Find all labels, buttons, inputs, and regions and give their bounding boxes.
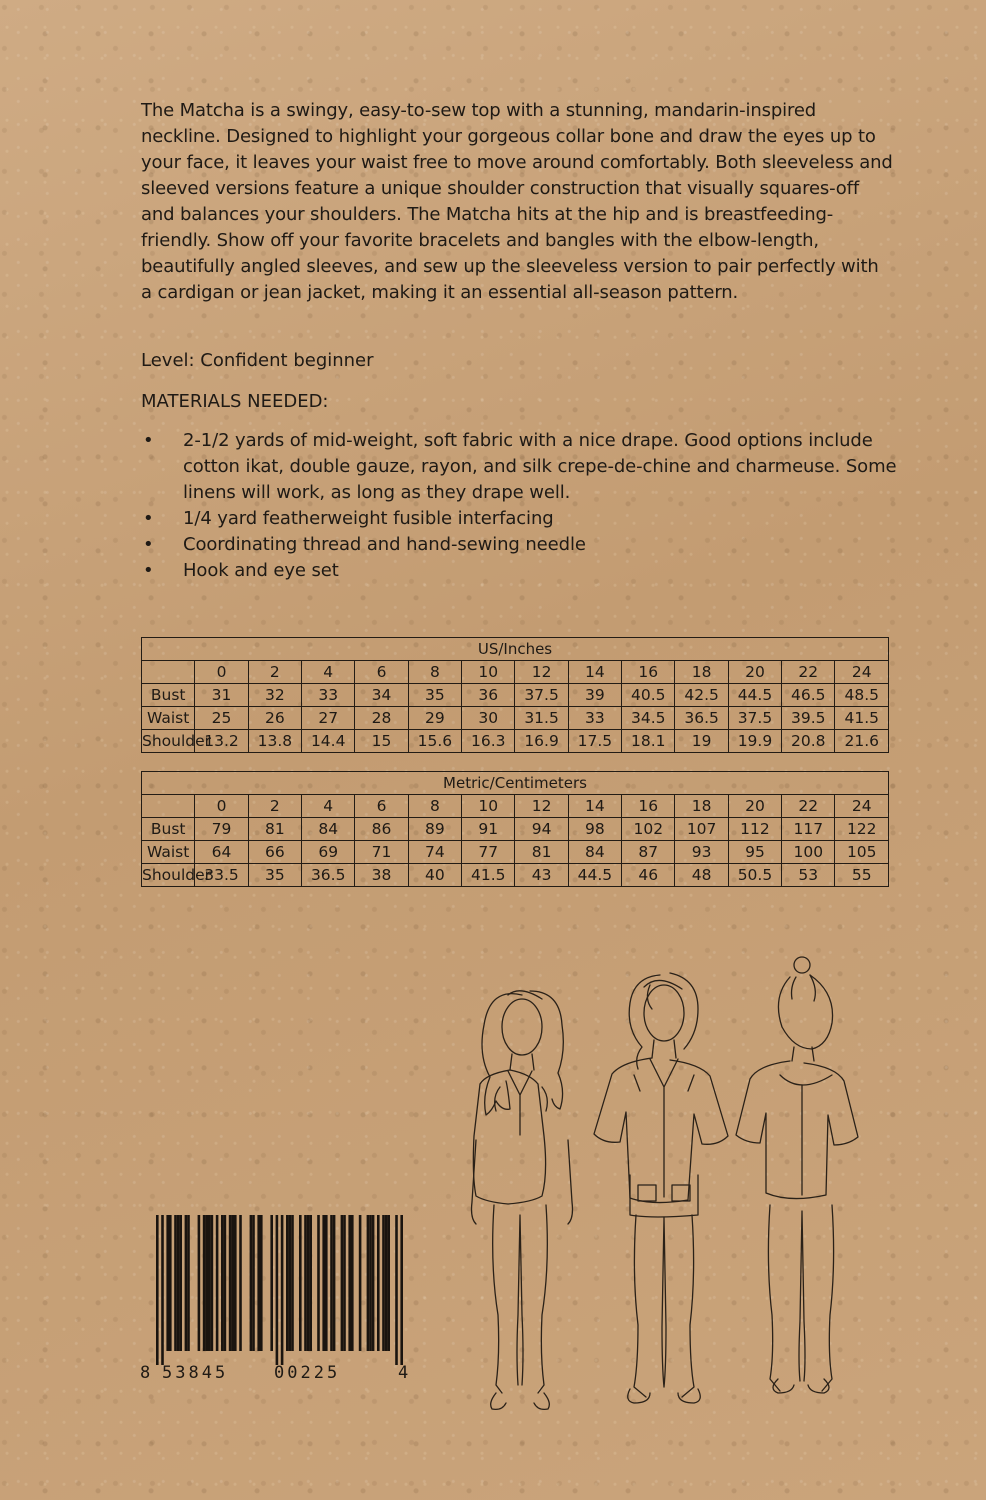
barcode-bar bbox=[260, 1215, 263, 1351]
us-waist-row bbox=[142, 707, 889, 730]
barcode-check-digit: 4 bbox=[398, 1363, 409, 1383]
table-cell: 46.5 bbox=[782, 684, 835, 707]
barcode-bar bbox=[234, 1215, 237, 1351]
table-cell: 32 bbox=[248, 684, 301, 707]
barcode-bar bbox=[156, 1215, 159, 1365]
table-cell: 33 bbox=[302, 684, 355, 707]
us-size-10: 10 bbox=[462, 661, 515, 684]
table-cell: 35 bbox=[408, 684, 461, 707]
table-cell: 44.5 bbox=[568, 864, 621, 887]
table-cell: 81 bbox=[515, 841, 568, 864]
metric-size-0: 0 bbox=[195, 795, 248, 818]
barcode-bar bbox=[270, 1215, 273, 1351]
us-size-24: 24 bbox=[835, 661, 889, 684]
us-size-16: 16 bbox=[622, 661, 675, 684]
metric-chart-caption: Metric/Centimeters bbox=[142, 772, 889, 795]
metric-size-8: 8 bbox=[408, 795, 461, 818]
skill-level: Level: Confident beginner bbox=[141, 350, 374, 371]
barcode-bar bbox=[229, 1215, 232, 1351]
barcode-bar bbox=[372, 1215, 375, 1351]
barcode-bar bbox=[179, 1215, 182, 1351]
barcode-bar bbox=[177, 1215, 180, 1351]
table-cell: 18.1 bbox=[622, 730, 675, 753]
barcode-bar bbox=[208, 1215, 211, 1351]
table-cell: 122 bbox=[835, 818, 889, 841]
barcode-bar bbox=[239, 1215, 242, 1351]
barcode-bar bbox=[257, 1215, 260, 1351]
table-cell: 36.5 bbox=[302, 864, 355, 887]
table-cell: 43 bbox=[515, 864, 568, 887]
table-cell: 91 bbox=[462, 818, 515, 841]
barcode-bar bbox=[341, 1215, 344, 1351]
barcode bbox=[140, 1215, 410, 1387]
table-cell: 48.5 bbox=[835, 684, 889, 707]
barcode-bar bbox=[317, 1215, 320, 1351]
metric-size-12: 12 bbox=[515, 795, 568, 818]
table-cell: 36.5 bbox=[675, 707, 728, 730]
us-size-chart bbox=[141, 637, 889, 753]
table-cell: 74 bbox=[408, 841, 461, 864]
barcode-digits bbox=[140, 1363, 410, 1387]
metric-size-18: 18 bbox=[675, 795, 728, 818]
metric-bust-label: Bust bbox=[142, 818, 195, 841]
barcode-bar bbox=[387, 1215, 390, 1351]
barcode-bars bbox=[140, 1215, 410, 1365]
table-cell: 25 bbox=[195, 707, 248, 730]
barcode-bar bbox=[252, 1215, 255, 1351]
metric-size-header-row bbox=[142, 795, 889, 818]
table-cell: 15.6 bbox=[408, 730, 461, 753]
materials-item-thread: • Coordinating thread and hand-sewing needle bbox=[141, 532, 901, 558]
table-cell: 31.5 bbox=[515, 707, 568, 730]
table-cell: 50.5 bbox=[728, 864, 781, 887]
metric-waist-row bbox=[142, 841, 889, 864]
us-size-12: 12 bbox=[515, 661, 568, 684]
metric-size-10: 10 bbox=[462, 795, 515, 818]
table-cell: 28 bbox=[355, 707, 408, 730]
us-size-18: 18 bbox=[675, 661, 728, 684]
table-cell: 41.5 bbox=[835, 707, 889, 730]
barcode-bar bbox=[250, 1215, 253, 1351]
barcode-bar bbox=[203, 1215, 206, 1351]
barcode-bar bbox=[348, 1215, 351, 1351]
table-cell: 13.8 bbox=[248, 730, 301, 753]
barcode-bar bbox=[161, 1215, 164, 1365]
table-cell: 46 bbox=[622, 864, 675, 887]
metric-shoulder-label: Shoulder bbox=[142, 864, 195, 887]
pattern-description: The Matcha is a swingy, easy-to-sew top with a stunning, mandarin-inspired neckline. Designed to highlight your gorgeous collar bone and draw the eyes up to your face, it leaves your waist free to move around comfortably. Both sleeveless and sleeved versions feature a unique shoulder construction that visually squares-off and balances your shoulders. The Matcha hits at the hip and is breastfeeding-friendly. Show off your favorite bracelets and bangles with the elbow-length, beautifully angled sleeves, and sew up the sleeveless version to pair perfectly with a cardigan or jean jacket, making it an essential all-season pattern. bbox=[141, 100, 893, 303]
table-cell: 79 bbox=[195, 818, 248, 841]
table-cell: 102 bbox=[622, 818, 675, 841]
barcode-bar bbox=[304, 1215, 307, 1351]
barcode-bar bbox=[382, 1215, 385, 1351]
materials-item-hook-eye: • Hook and eye set bbox=[141, 558, 901, 584]
table-cell: 53 bbox=[782, 864, 835, 887]
table-cell: 14.4 bbox=[302, 730, 355, 753]
table-cell: 38 bbox=[355, 864, 408, 887]
metric-size-chart bbox=[141, 771, 889, 887]
us-bust-row bbox=[142, 684, 889, 707]
metric-size-20: 20 bbox=[728, 795, 781, 818]
barcode-bar bbox=[216, 1215, 219, 1351]
us-size-8: 8 bbox=[408, 661, 461, 684]
table-cell: 42.5 bbox=[675, 684, 728, 707]
table-cell: 17.5 bbox=[568, 730, 621, 753]
materials-list bbox=[141, 428, 901, 584]
table-cell: 36 bbox=[462, 684, 515, 707]
table-cell: 26 bbox=[248, 707, 301, 730]
table-cell: 39.5 bbox=[782, 707, 835, 730]
table-cell: 107 bbox=[675, 818, 728, 841]
table-cell: 40.5 bbox=[622, 684, 675, 707]
barcode-bar bbox=[198, 1215, 201, 1351]
table-cell: 100 bbox=[782, 841, 835, 864]
table-cell: 95 bbox=[728, 841, 781, 864]
us-shoulder-row bbox=[142, 730, 889, 753]
us-size-14: 14 bbox=[568, 661, 621, 684]
table-cell: 55 bbox=[835, 864, 889, 887]
us-size-0: 0 bbox=[195, 661, 248, 684]
table-cell: 41.5 bbox=[462, 864, 515, 887]
barcode-bar bbox=[221, 1215, 224, 1351]
metric-waist-label: Waist bbox=[142, 841, 195, 864]
us-chart-caption: US/Inches bbox=[142, 638, 889, 661]
barcode-bar bbox=[322, 1215, 325, 1351]
metric-size-corner bbox=[142, 795, 195, 818]
table-cell: 44.5 bbox=[728, 684, 781, 707]
metric-size-24: 24 bbox=[835, 795, 889, 818]
barcode-bar bbox=[309, 1215, 312, 1351]
barcode-lead-digit: 8 bbox=[140, 1363, 151, 1383]
metric-size-4: 4 bbox=[302, 795, 355, 818]
figure-front-sleeveless bbox=[472, 991, 573, 1410]
barcode-bar bbox=[367, 1215, 370, 1351]
table-cell: 21.6 bbox=[835, 730, 889, 753]
table-cell: 86 bbox=[355, 818, 408, 841]
barcode-bar bbox=[187, 1215, 190, 1351]
us-size-20: 20 bbox=[728, 661, 781, 684]
barcode-bar bbox=[325, 1215, 328, 1351]
us-waist-label: Waist bbox=[142, 707, 195, 730]
us-size-header-row bbox=[142, 661, 889, 684]
barcode-bar bbox=[369, 1215, 372, 1351]
table-cell: 93 bbox=[675, 841, 728, 864]
barcode-bar bbox=[377, 1215, 380, 1351]
us-bust-label: Bust bbox=[142, 684, 195, 707]
table-cell: 29 bbox=[408, 707, 461, 730]
table-cell: 40 bbox=[408, 864, 461, 887]
garment-figures-illustration bbox=[460, 955, 880, 1415]
table-cell: 30 bbox=[462, 707, 515, 730]
metric-shoulder-row bbox=[142, 864, 889, 887]
barcode-bar bbox=[231, 1215, 234, 1351]
table-cell: 33 bbox=[568, 707, 621, 730]
table-cell: 69 bbox=[302, 841, 355, 864]
table-cell: 19.9 bbox=[728, 730, 781, 753]
metric-size-6: 6 bbox=[355, 795, 408, 818]
table-cell: 64 bbox=[195, 841, 248, 864]
barcode-bar bbox=[359, 1215, 362, 1351]
barcode-bar bbox=[224, 1215, 227, 1351]
table-cell: 31 bbox=[195, 684, 248, 707]
materials-heading: MATERIALS NEEDED: bbox=[141, 391, 329, 412]
table-cell: 117 bbox=[782, 818, 835, 841]
table-cell: 34.5 bbox=[622, 707, 675, 730]
barcode-bar bbox=[291, 1215, 294, 1351]
barcode-right-group: 00225 bbox=[274, 1363, 341, 1383]
us-size-4: 4 bbox=[302, 661, 355, 684]
barcode-bar bbox=[343, 1215, 346, 1351]
table-cell: 66 bbox=[248, 841, 301, 864]
table-cell: 35 bbox=[248, 864, 301, 887]
barcode-bar bbox=[395, 1215, 398, 1365]
barcode-bar bbox=[289, 1215, 292, 1351]
figure-front-sleeved bbox=[594, 973, 728, 1403]
materials-item-interfacing: • 1/4 yard featherweight fusible interfacing bbox=[141, 506, 901, 532]
us-size-22: 22 bbox=[782, 661, 835, 684]
table-cell: 39 bbox=[568, 684, 621, 707]
table-cell: 16.3 bbox=[462, 730, 515, 753]
us-size-corner bbox=[142, 661, 195, 684]
table-cell: 48 bbox=[675, 864, 728, 887]
materials-item-fabric: • 2-1/2 yards of mid-weight, soft fabric with a nice drape. Good options include cotton ikat, double gauze, rayon, and silk crepe-de-chine and charmeuse. Some linens will work, as long as they drape well. bbox=[141, 428, 901, 506]
table-cell: 16.9 bbox=[515, 730, 568, 753]
table-cell: 19 bbox=[675, 730, 728, 753]
barcode-bar bbox=[307, 1215, 310, 1351]
barcode-bar bbox=[299, 1215, 302, 1351]
barcode-bar bbox=[330, 1215, 333, 1351]
barcode-bar bbox=[385, 1215, 388, 1351]
us-shoulder-label: Shoulder bbox=[142, 730, 195, 753]
barcode-bar bbox=[211, 1215, 214, 1351]
table-cell: 33.5 bbox=[195, 864, 248, 887]
table-cell: 27 bbox=[302, 707, 355, 730]
table-cell: 87 bbox=[622, 841, 675, 864]
barcode-bar bbox=[400, 1215, 403, 1365]
metric-size-2: 2 bbox=[248, 795, 301, 818]
table-cell: 84 bbox=[568, 841, 621, 864]
table-cell: 34 bbox=[355, 684, 408, 707]
metric-size-14: 14 bbox=[568, 795, 621, 818]
table-cell: 105 bbox=[835, 841, 889, 864]
table-cell: 77 bbox=[462, 841, 515, 864]
table-cell: 112 bbox=[728, 818, 781, 841]
barcode-bar bbox=[281, 1215, 284, 1365]
us-size-6: 6 bbox=[355, 661, 408, 684]
table-cell: 13.2 bbox=[195, 730, 248, 753]
table-cell: 84 bbox=[302, 818, 355, 841]
table-cell: 71 bbox=[355, 841, 408, 864]
barcode-left-group: 53845 bbox=[162, 1363, 229, 1383]
table-cell: 98 bbox=[568, 818, 621, 841]
table-cell: 94 bbox=[515, 818, 568, 841]
us-size-2: 2 bbox=[248, 661, 301, 684]
barcode-bar bbox=[351, 1215, 354, 1351]
table-cell: 15 bbox=[355, 730, 408, 753]
metric-bust-row bbox=[142, 818, 889, 841]
table-cell: 81 bbox=[248, 818, 301, 841]
metric-size-16: 16 bbox=[622, 795, 675, 818]
barcode-bar bbox=[166, 1215, 169, 1351]
figure-back-sleeved bbox=[736, 957, 858, 1393]
barcode-bar bbox=[276, 1215, 279, 1365]
barcode-bar bbox=[174, 1215, 177, 1351]
barcode-bar bbox=[333, 1215, 336, 1351]
table-cell: 89 bbox=[408, 818, 461, 841]
table-cell: 37.5 bbox=[515, 684, 568, 707]
table-cell: 37.5 bbox=[728, 707, 781, 730]
table-cell: 20.8 bbox=[782, 730, 835, 753]
metric-size-22: 22 bbox=[782, 795, 835, 818]
barcode-bar bbox=[286, 1215, 289, 1351]
barcode-bar bbox=[205, 1215, 208, 1351]
barcode-bar bbox=[169, 1215, 172, 1351]
barcode-bar bbox=[185, 1215, 188, 1351]
